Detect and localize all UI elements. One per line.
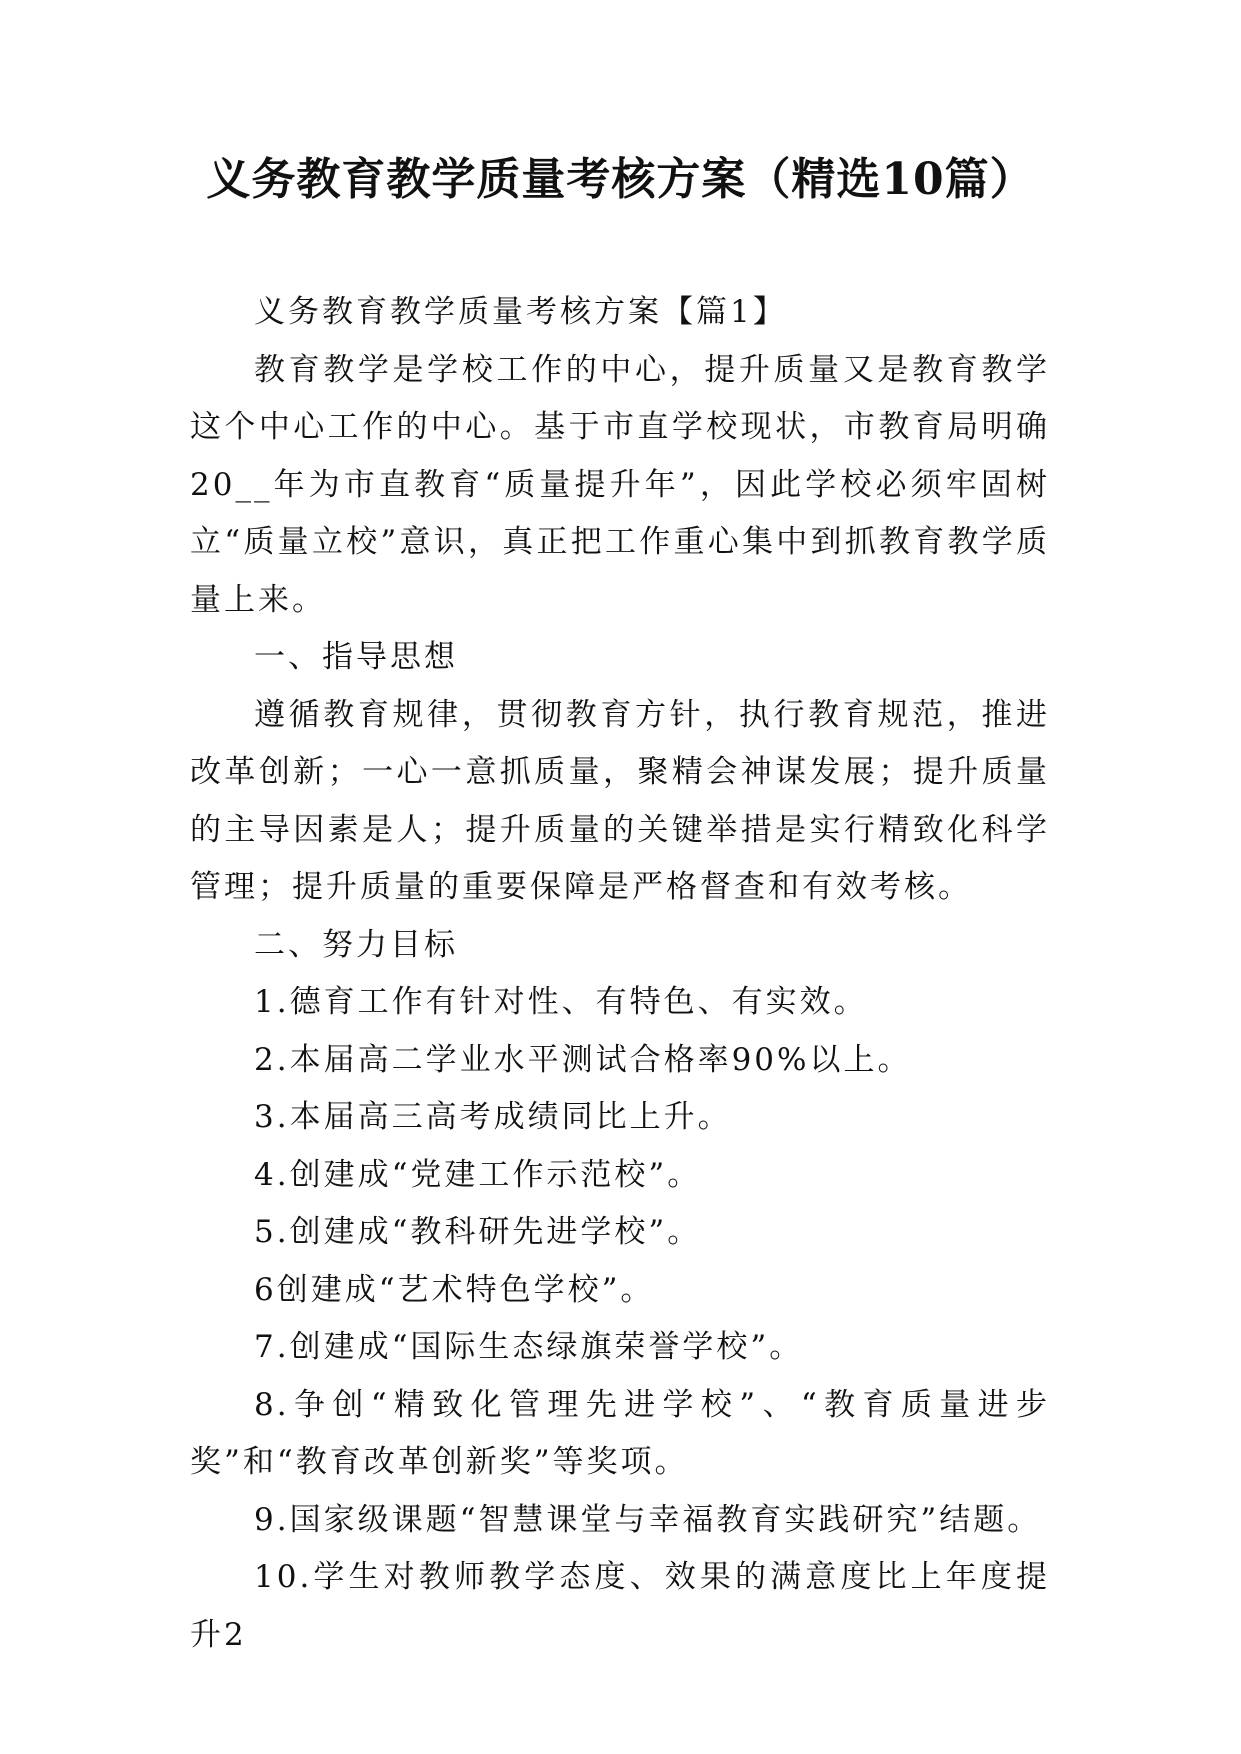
goal-item-8: 8.争创“精致化管理先进学校”、“教育质量进步奖”和“教育改革创新奖”等奖项。 xyxy=(190,1386,1050,1480)
goal-item-9: 9.国家级课题“智慧课堂与幸福教育实践研究”结题。 xyxy=(254,1501,1042,1538)
section-heading-part-1: 义务教育教学质量考核方案【篇1】 xyxy=(254,294,787,330)
document-body xyxy=(190,284,1050,1664)
goal-item-4: 4.创建成“党建工作示范校”。 xyxy=(254,1156,702,1193)
guiding-ideology-paragraph: 遵循教育规律，贯彻教育方针，执行教育规范，推进改革创新；一心一意抓质量，聚精会神谋发展；提升质量的主导因素是人；提升质量的关键举措是实行精致化科学管理；提升质量的重要保障是严格督查和有效考核。 xyxy=(190,696,1050,905)
goal-item-10: 10.学生对教师教学态度、效果的满意度比上年度提升2 xyxy=(190,1559,1050,1653)
section-heading-goals: 二、努力目标 xyxy=(254,926,458,963)
document-title: 义务教育教学质量考核方案（精选10篇） xyxy=(206,154,1035,205)
goal-item-3: 3.本届高三高考成绩同比上升。 xyxy=(254,1099,732,1135)
intro-paragraph: 教育教学是学校工作的中心，提升质量又是教育教学这个中心工作的中心。基于市直学校现状，市教育局明确20__年为市直教育“质量提升年”，因此学校必须牢固树立“质量立校”意识，真正把工作重心集中到抓教育教学质量上来。 xyxy=(190,351,1050,618)
goal-item-2: 2.本届高二学业水平测试合格率90%以上。 xyxy=(254,1041,912,1078)
goal-item-5: 5.创建成“教科研先进学校”。 xyxy=(254,1214,702,1250)
section-heading-guiding-ideology: 一、指导思想 xyxy=(254,639,458,675)
goal-item-6: 6创建成“艺术特色学校”。 xyxy=(254,1271,655,1308)
goal-item-7: 7.创建成“国际生态绿旗荣誉学校”。 xyxy=(254,1329,804,1365)
goal-item-1: 1.德育工作有针对性、有特色、有实效。 xyxy=(254,984,868,1020)
